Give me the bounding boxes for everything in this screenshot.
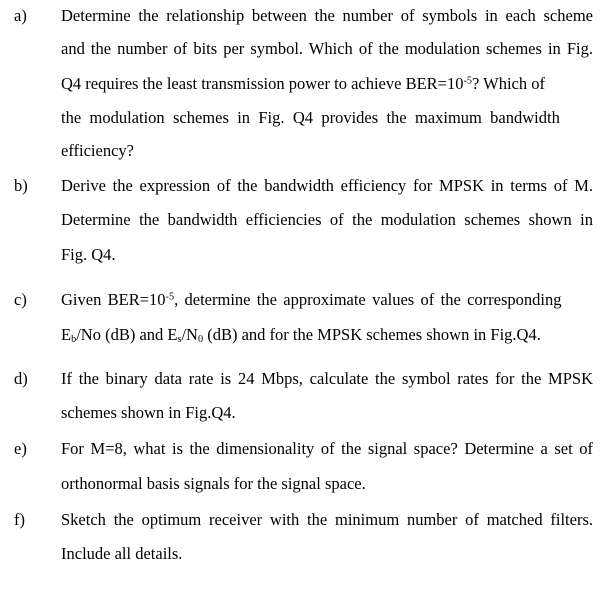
question-text-line: Determine the bandwidth efficiencies of the modulation schemes shown in xyxy=(61,210,593,229)
question-text-line: Derive the expression of the bandwidth efficiency for MPSK in terms of M. xyxy=(61,176,593,195)
question-text-line: schemes shown in Fig.Q4. xyxy=(61,403,236,422)
question-label: a) xyxy=(14,6,27,25)
question-text-line: If the binary data rate is 24 Mbps, calculate the symbol rates for the MPSK xyxy=(61,369,593,388)
question-text-line: For M=8, what is the dimensionality of the signal space? Determine a set of xyxy=(61,439,593,458)
question-text-line: orthonormal basis signals for the signal space. xyxy=(61,474,366,493)
question-text-line: and the number of bits per symbol. Which of the modulation schemes in Fig. xyxy=(61,39,593,58)
question-text-line: Fig. Q4. xyxy=(61,245,116,264)
question-text-line: the modulation schemes in Fig. Q4 provides the maximum bandwidth xyxy=(61,108,560,127)
question-label: d) xyxy=(14,369,28,388)
question-text-line: $E_b/No$ (dB) and $E_s/N_0$ (dB) and for the MPSK schemes shown in Fig.Q4. xyxy=(61,325,541,346)
question-label: c) xyxy=(14,290,27,309)
question-label: f) xyxy=(14,510,25,529)
question-label: e) xyxy=(14,439,27,458)
question-text-line: Determine the relationship between the number of symbols in each scheme xyxy=(61,6,593,25)
question-label: b) xyxy=(14,176,28,195)
question-text-line: Given $BER=10^{-5}$, determine the approximate values of the corresponding xyxy=(61,290,562,309)
question-text-line: Q4 requires the least transmission power to achieve $BER=10^{-5}$? Which of xyxy=(61,74,545,93)
question-text-line: Include all details. xyxy=(61,544,183,563)
question-text-line: Sketch the optimum receiver with the minimum number of matched filters. xyxy=(61,510,593,529)
question-text-line: efficiency? xyxy=(61,141,134,160)
